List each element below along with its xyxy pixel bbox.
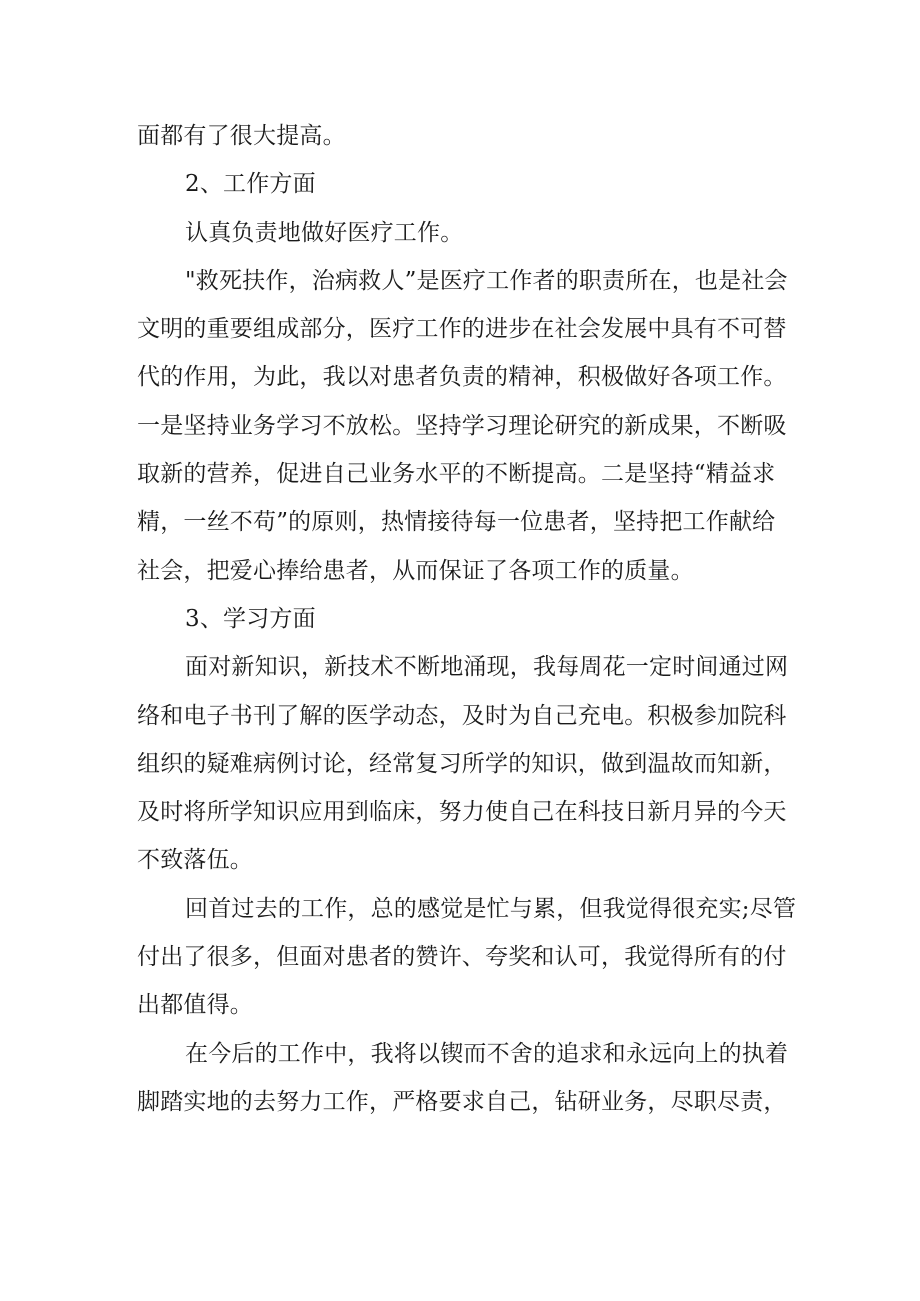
text-line: 一是坚持业务学习不放松。坚持学习理论研究的新成果，不断吸 [137, 412, 787, 439]
text-line: 在今后的工作中，我将以锲而不舍的追求和永远向上的执着 [185, 1040, 789, 1067]
document-body [137, 112, 797, 1126]
text-line: 代的作用，为此，我以对患者负责的精神，积极做好各项工作。 [137, 364, 787, 391]
text-line: 出都值得。 [137, 992, 253, 1019]
text-line: 不致落伍。 [137, 847, 253, 874]
text-line: "救死扶作，治病救人”是医疗工作者的职责所在，也是社会 [185, 267, 788, 294]
text-line: 社会，把爱心捧给患者，从而保证了各项工作的质量。 [137, 557, 694, 584]
text-line: 取新的营养，促进自己业务水平的不断提高。二是坚持“精益求 [137, 461, 776, 488]
section-heading-study: 3、学习方面 [185, 605, 316, 632]
text-line: 组织的疑难病例讨论，经常复习所学的知识，做到温故而知新， [137, 750, 787, 777]
text-line: 付出了很多，但面对患者的赞许、夸奖和认可，我觉得所有的付 [137, 944, 787, 971]
text-line: 回首过去的工作，总的感觉是忙与累，但我觉得很充实;尽管 [185, 895, 797, 922]
section-heading-work: 2、工作方面 [185, 171, 316, 198]
text-line: 精，一丝不苟”的原则，热情接待每一位患者，坚持把工作献给 [137, 509, 776, 536]
text-line: 面都有了很大提高。 [137, 123, 346, 149]
text-line: 文明的重要组成部分，医疗工作的进步在社会发展中具有不可替 [137, 316, 787, 343]
text-line: 认真负责地做好医疗工作。 [185, 219, 464, 246]
text-line: 面对新知识，新技术不断地涌现，我每周花一定时间通过网 [185, 654, 789, 681]
text-line: 络和电子书刊了解的医学动态，及时为自己充电。积极参加院科 [137, 702, 787, 729]
text-line: 及时将所学知识应用到临床，努力使自己在科技日新月异的今天 [137, 799, 787, 826]
text-line: 脚踏实地的去努力工作，严格要求自己，钻研业务，尽职尽责， [137, 1088, 787, 1115]
